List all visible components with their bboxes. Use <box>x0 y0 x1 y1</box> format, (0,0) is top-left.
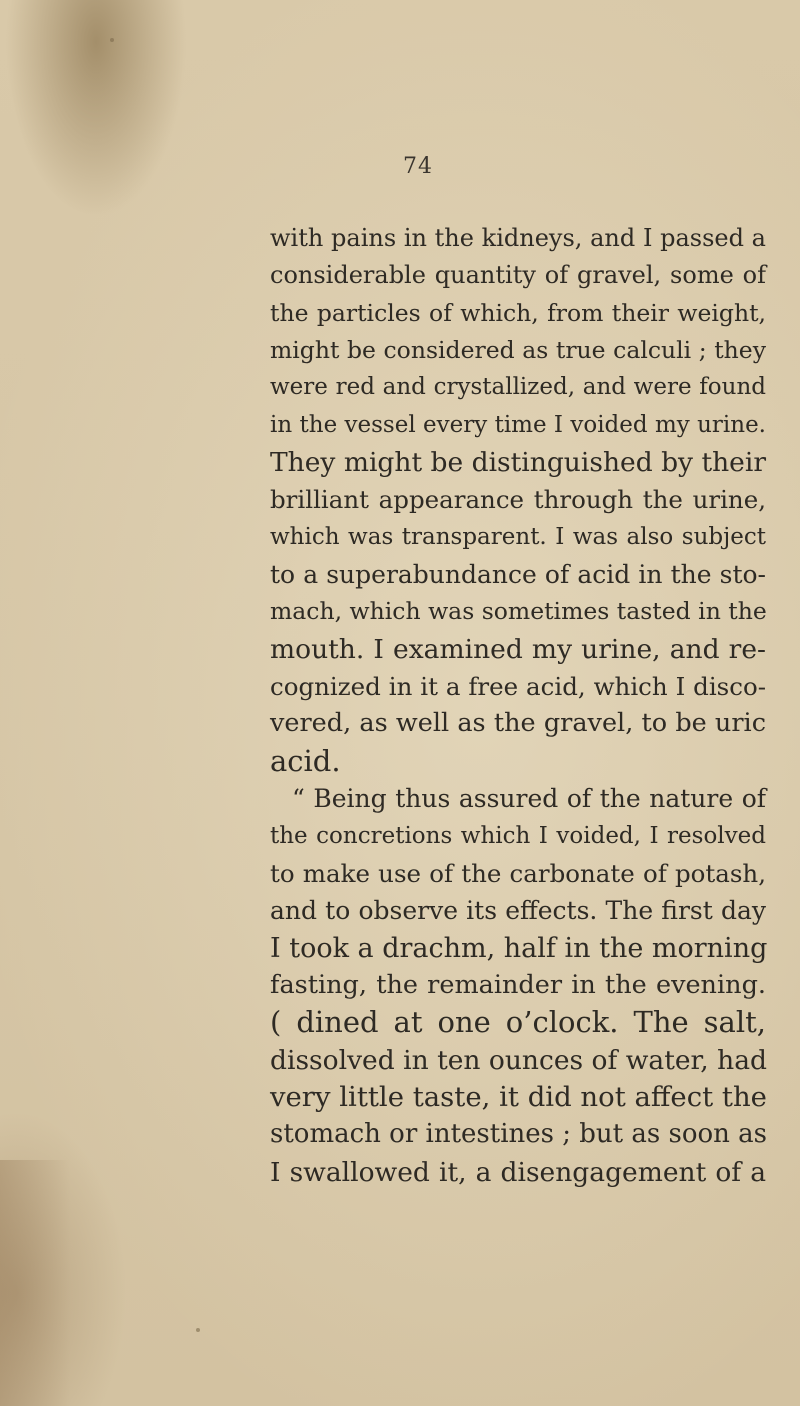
text-line: very little taste, it did not affect the <box>270 1080 767 1113</box>
text-line: mach, which was sometimes tasted in the <box>270 597 767 626</box>
text-line: the concretions which I voided, I resolved <box>270 822 766 849</box>
text-line: acid. <box>270 743 341 778</box>
text-line: might be considered as true calculi ; they <box>270 336 766 365</box>
page-number: 74 <box>403 154 433 179</box>
text-line: dissolved in ten ounces of water, had <box>270 1044 767 1076</box>
text-line: and to observe its effects. The first day <box>270 896 766 926</box>
text-line: They might be distinguished by their <box>270 447 766 479</box>
text-line: to a superabundance of acid in the sto- <box>270 560 766 590</box>
text-line: fasting, the remainder in the evening. <box>270 969 766 1000</box>
text-line: “ Being thus assured of the nature of <box>292 784 766 814</box>
text-line: cognized in it a free acid, which I disco- <box>270 672 766 702</box>
text-line: vered, as well as the gravel, to be uric <box>270 708 766 739</box>
text-line: to make use of the carbonate of potash, <box>270 858 766 888</box>
text-line: ( dined at one o’clock. The salt, <box>270 1005 766 1040</box>
text-line: in the vessel every time I voided my urine. <box>270 411 766 438</box>
text-line: the particles of which, from their weight, <box>270 298 766 327</box>
text-line: with pains in the kidneys, and I passed a <box>270 224 766 252</box>
body-text <box>270 220 766 1191</box>
paper-speck <box>196 1328 200 1332</box>
text-line: I swallowed it, a disengagement of a <box>270 1156 766 1188</box>
text-line: I took a drachm, half in the morning <box>270 932 768 964</box>
text-line: brilliant appearance through the urine, <box>270 485 766 515</box>
paper-speck <box>110 38 114 42</box>
text-line: mouth. I examined my urine, and re- <box>270 633 766 665</box>
text-line: were red and crystallized, and were found <box>270 374 766 401</box>
text-line: considerable quantity of gravel, some of <box>270 261 766 290</box>
page-edge-shadow <box>0 1160 70 1406</box>
text-line: which was transparent. I was also subject <box>270 523 766 550</box>
text-line: stomach or intestines ; but as soon as <box>270 1119 767 1150</box>
